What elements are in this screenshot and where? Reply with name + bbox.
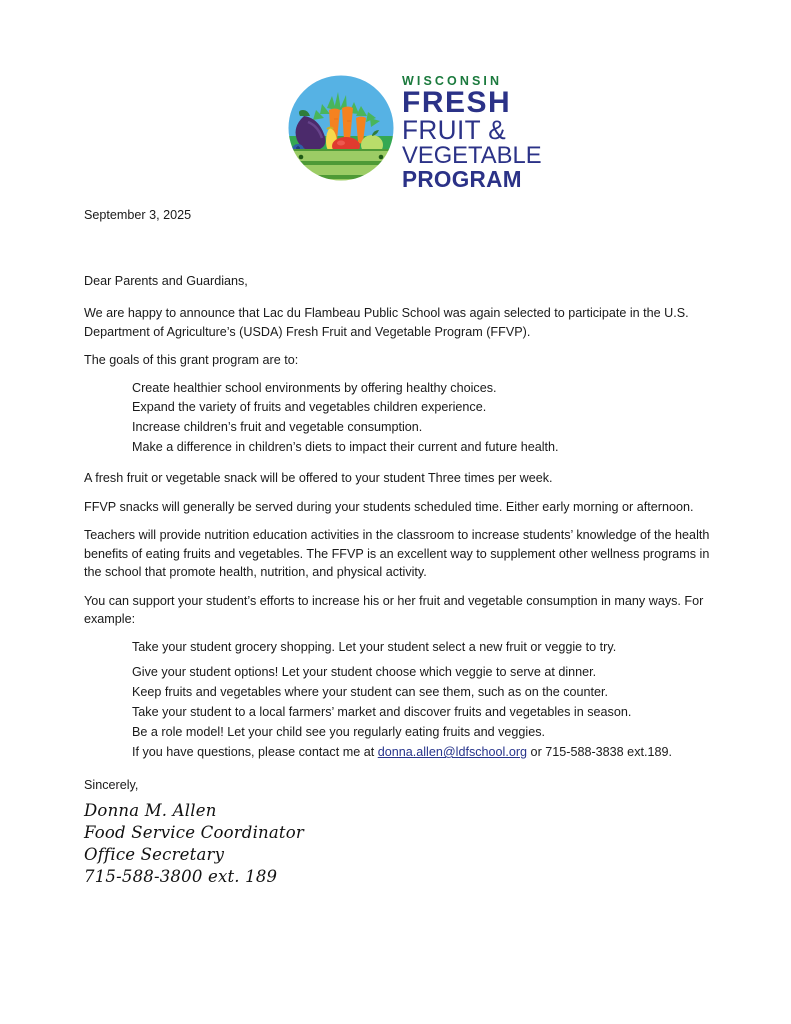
letter-body	[84, 206, 714, 888]
list-item: Be a role model! Let your child see you regularly eating fruits and veggies.	[132, 725, 546, 740]
signature-name: Donna M. Allen	[84, 801, 217, 821]
logo-wordmark	[402, 72, 546, 191]
logo-line-wisconsin: WISCONSIN	[402, 74, 503, 88]
contact-list-item	[84, 743, 714, 762]
ffvp-logo	[286, 72, 542, 192]
list-item: Expand the variety of fruits and vegetables children experience.	[132, 400, 487, 415]
signature-title-2: Office Secretary	[84, 845, 225, 865]
signature-phone: 715-588-3800 ext. 189	[84, 867, 278, 887]
list-item: Increase children’s fruit and vegetable consumption.	[132, 420, 423, 435]
signature-block	[84, 800, 714, 888]
letter-salutation: Dear Parents and Guardians,	[84, 273, 248, 288]
logo-line-fresh: FRESH	[402, 85, 512, 119]
contact-text-before: If you have questions, please contact me at	[132, 745, 378, 760]
list-item: Take your student grocery shopping. Let your student select a new fruit or veggie to try.	[132, 639, 617, 654]
letter-closing: Sincerely,	[84, 777, 139, 792]
list-item: Create healthier school environments by offering healthy choices.	[132, 380, 497, 395]
signature-title-1: Food Service Coordinator	[84, 823, 304, 843]
intro-paragraph: We are happy to announce that Lac du Flambeau Public School was again selected to participate in the U.S. Department of Agriculture’s (USDA) Fresh Fruit and Vegetable Program (FFVP).	[84, 306, 689, 339]
list-item: Make a difference in children’s diets to impact their current and future health.	[132, 440, 559, 455]
support-tips-list	[84, 638, 714, 762]
contact-text-after: or 715-588-3838 ext.189.	[527, 745, 672, 760]
list-item: Give your student options! Let your student choose which veggie to serve at dinner.	[132, 665, 597, 680]
logo-line-fruit: FRUIT &	[402, 115, 507, 146]
snack-frequency-paragraph: A fresh fruit or vegetable snack will be offered to your student Three times per week.	[84, 471, 553, 486]
goals-lead: The goals of this grant program are to:	[84, 353, 299, 367]
schedule-paragraph: FFVP snacks will generally be served during your students scheduled time. Either early morning or afternoon.	[84, 499, 694, 514]
vegetable-crate-icon	[286, 72, 396, 184]
list-item: Keep fruits and vegetables where your student can see them, such as on the counter.	[132, 685, 609, 700]
goals-list	[84, 379, 714, 458]
letter-date: September 3, 2025	[84, 208, 192, 222]
email-link[interactable]: donna.allen@ldfschool.org	[377, 745, 528, 760]
teachers-paragraph: Teachers will provide nutrition education activities in the classroom to increase students’ knowledge of the health benefits of eating fruits and vegetables. The FFVP is an excellent way to supplement other wellness programs in the school that promote health, nutrition, and physical activity.	[84, 528, 710, 580]
logo-line-vegetable: VEGETABLE	[402, 141, 542, 169]
logo-line-program: PROGRAM	[402, 165, 522, 192]
support-lead: You can support your student’s efforts to increase his or her fruit and vegetable consumption in many ways. For example:	[84, 593, 704, 627]
list-item: Take your student to a local farmers’ market and discover fruits and vegetables in season.	[132, 705, 632, 720]
